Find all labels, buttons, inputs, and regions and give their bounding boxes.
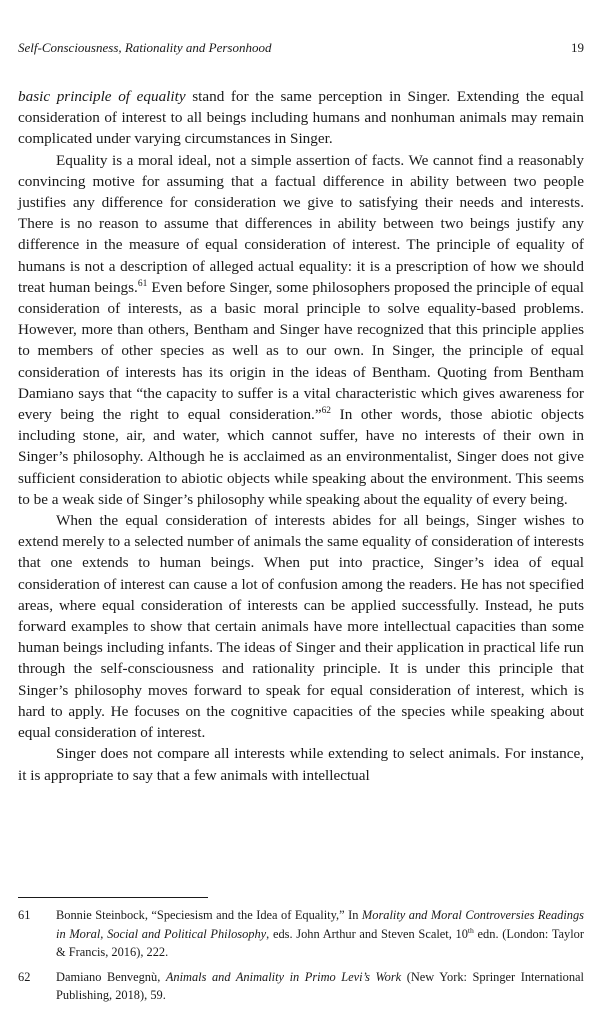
paragraph-1-text: stand for the same perception in Singer. Extending the equal consideration of interest to all beings including humans and nonhuman animals may remain complicated under varying circumstances in Singer. [18, 88, 584, 148]
footnote-number: 61 [18, 908, 31, 922]
footnote-divider [18, 897, 208, 898]
footnote-61 [18, 906, 584, 962]
footnote-62 [18, 968, 584, 1005]
paragraph-2-part-2: Even before Singer, some philosophers proposed the principle of equal consideration of interests, as a basic moral principle to solve equality-based problems. However, more than others, Bentham and Singer have recognized that this principle applies to members of other species as well as to our own. In Singer, the principle of equal consideration of interests has its origin in the ideas of Bentham. Quoting from Bentham Damiano says that “the capacity to suffer is a vital characteristic which gives awareness for every being the right to equal consideration.” [18, 278, 584, 424]
footnote-ordinal: th [467, 925, 474, 935]
paragraph-4: Singer does not compare all interests while extending to select animals. For instance, it is appropriate to say that a few animals with intellectual [18, 745, 584, 784]
body-text [18, 86, 584, 786]
footnote-ref-61[interactable]: 61 [137, 278, 148, 289]
footnote-text: edn. (London: Taylor & Francis, 2016), 222. [56, 926, 584, 959]
page-number: 19 [571, 40, 584, 55]
footnote-book-title: Animals and Animality in Primo Levi’s Work [165, 969, 402, 984]
footnote-ref-62[interactable]: 62 [321, 405, 331, 416]
footnote-number: 62 [18, 969, 31, 984]
footnotes [18, 906, 584, 1011]
paragraph-2-part-3: In other words, those abiotic objects including stone, air, and water, which cannot suffer, have no interests of their own in Singer’s philosophy. Although he is acclaimed as an environmentalist, Singer does not give sufficient consideration to abiotic objects while speaking about the environment. This seems to be a weak side of Singer’s philosophy while speaking about the equality of every being. [18, 406, 585, 508]
paragraph-2-part-1: Equality is a moral ideal, not a simple assertion of facts. We cannot find a reasonably convincing motive for assuming that a factual difference in ability between two people justifies any difference for consideration we give to satisfying their needs and interests. There is no reason to assume that differences in ability between two beings justify any difference in the measure of equal consideration of interest. The principle of equality of humans is not a description of alleged actual equality: it is a prescription of how we should treat human beings. [18, 151, 584, 296]
paragraph-3: When the equal consideration of interests abides for all beings, Singer wishes to extend merely to a selected number of animals the same equality of consideration of interests that one extends to human beings. When put into practice, Singer’s idea of equal consideration of interest can cause a lot of confusion among the readers. He has not specified areas, where equal consideration of interests can be applied successfully. Instead, he puts forward examples to show that certain animals have more intellectual capacities than some human beings including infants. The ideas of Singer and their application in practical life run through the self-consciousness and rationality principle. It is under this principle that Singer’s philosophy moves forward to speak for equal consideration of interest, which is hard to apply. He focuses on the cognitive capacities of the species while speaking about equal consideration of interest. [18, 512, 584, 742]
footnote-book-title: Morality and Moral Controversies Readings in Moral, Social and Political Philosophy [56, 908, 584, 941]
paragraph-1 [18, 86, 584, 150]
running-head-title: Self-Consciousness, Rationality and Personhood [18, 40, 272, 55]
footnote-text: Bonnie Steinbock, “Speciesism and the Idea of Equality,” In [56, 908, 362, 922]
footnote-text: (New York: Springer International Publishing, 2018), 59. [56, 969, 584, 1002]
book-page [18, 0, 584, 1024]
running-head [18, 40, 584, 60]
footnote-text: , eds. John Arthur and Steven Scalet, 10 [266, 926, 468, 941]
footnote-text: Damiano Benvegnù, [56, 969, 166, 984]
emphasis-basic-principle: basic principle of equality [18, 88, 186, 105]
paragraph-2 [18, 150, 584, 510]
